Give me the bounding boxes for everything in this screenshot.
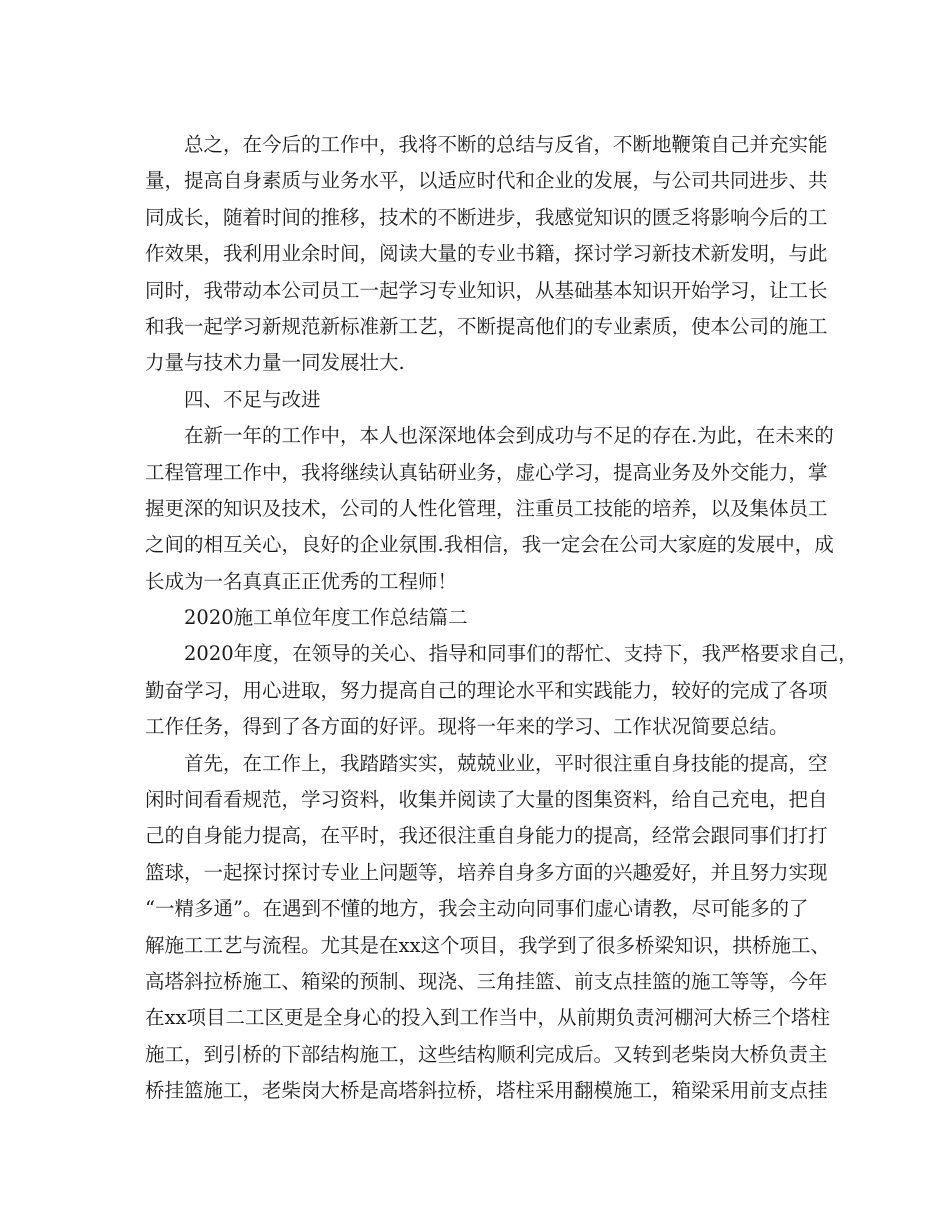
text-line: 作效果，我利用业余时间，阅读大量的专业书籍，探讨学习新技术新发明，与此 (145, 242, 828, 266)
text-line: 勤奋学习，用心进取，努力提高自己的理论水平和实践能力，较好的完成了各项 (145, 678, 828, 702)
text-line: 首先，在工作上，我踏踏实实，兢兢业业，平时很注重自身技能的提高，空 (184, 751, 828, 775)
text-line: 总之，在今后的工作中，我将不断的总结与反省，不断地鞭策自己并充实能 (184, 133, 828, 156)
text-line: 力量与技术力量一同发展壮大. (145, 351, 405, 375)
text-line: 工作任务，得到了各方面的好评。现将一年来的学习、工作状况简要总结。 (145, 715, 789, 739)
text-line: 同时，我带动本公司员工一起学习专业知识，从基础基本知识开始学习，让工长 (145, 278, 828, 302)
text-line: 己的自身能力提高，在平时，我还很注重自身能力的提高，经常会跟同事们打打 (145, 824, 828, 848)
text-line: 长成为一名真真正正优秀的工程师！ (145, 569, 458, 593)
text-line: 量，提高自身素质与业务水平，以适应时代和企业的发展，与公司共同进步、共 (145, 169, 828, 193)
text-line: 和我一起学习新规范新标准新工艺，不断提高他们的专业素质，使本公司的施工 (145, 314, 828, 338)
text-line: 闲时间看看规范，学习资料，收集并阅读了大量的图集资料，给自己充电，把自 (145, 788, 828, 812)
text-line: 四、不足与改进 (184, 387, 321, 411)
text-line: 解施工工艺与流程。尤其是在xx这个项目，我学到了很多桥梁知识，拱桥施工、 (145, 933, 830, 957)
text-line: 施工，到引桥的下部结构施工，这些结构顺利完成后。又转到老柴岗大桥负责主 (145, 1042, 828, 1066)
text-line: 篮球，一起探讨探讨专业上问题等，培养自身多方面的兴趣爱好，并且努力实现 (145, 860, 828, 884)
document-body (145, 127, 858, 1110)
text-line: 桥挂篮施工，老柴岗大桥是高塔斜拉桥，塔柱采用翻模施工，箱梁采用前支点挂 (145, 1079, 828, 1103)
text-line: 工程管理工作中，我将继续认真钻研业务，虚心学习，提高业务及外交能力，掌 (145, 460, 828, 484)
text-line: “一精多通”。在遇到不懂的地方，我会主动向同事们虚心请教，尽可能多的了 (145, 897, 809, 921)
text-line: 同成长，随着时间的推移，技术的不断进步，我感觉知识的匮乏将影响今后的工 (145, 205, 828, 229)
text-line: 在xx项目二工区更是全身心的投入到工作当中，从前期负责河棚河大桥三个塔柱 (145, 1006, 830, 1030)
text-line: 高塔斜拉桥施工、箱梁的预制、现浇、三角挂篮、前支点挂篮的施工等等，今年 (145, 969, 828, 993)
text-line: 2020施工单位年度工作总结篇二 (184, 606, 468, 630)
text-line: 2020年度，在领导的关心、指导和同事们的帮忙、支持下，我严格要求自己， (184, 642, 858, 666)
text-line: 之间的相互关心，良好的企业氛围.我相信，我一定会在公司大家庭的发展中，成 (145, 533, 834, 557)
text-line: 在新一年的工作中，本人也深深地体会到成功与不足的存在.为此，在未来的 (184, 424, 834, 448)
text-line: 握更深的知识及技术，公司的人性化管理，注重员工技能的培养，以及集体员工 (145, 496, 828, 520)
